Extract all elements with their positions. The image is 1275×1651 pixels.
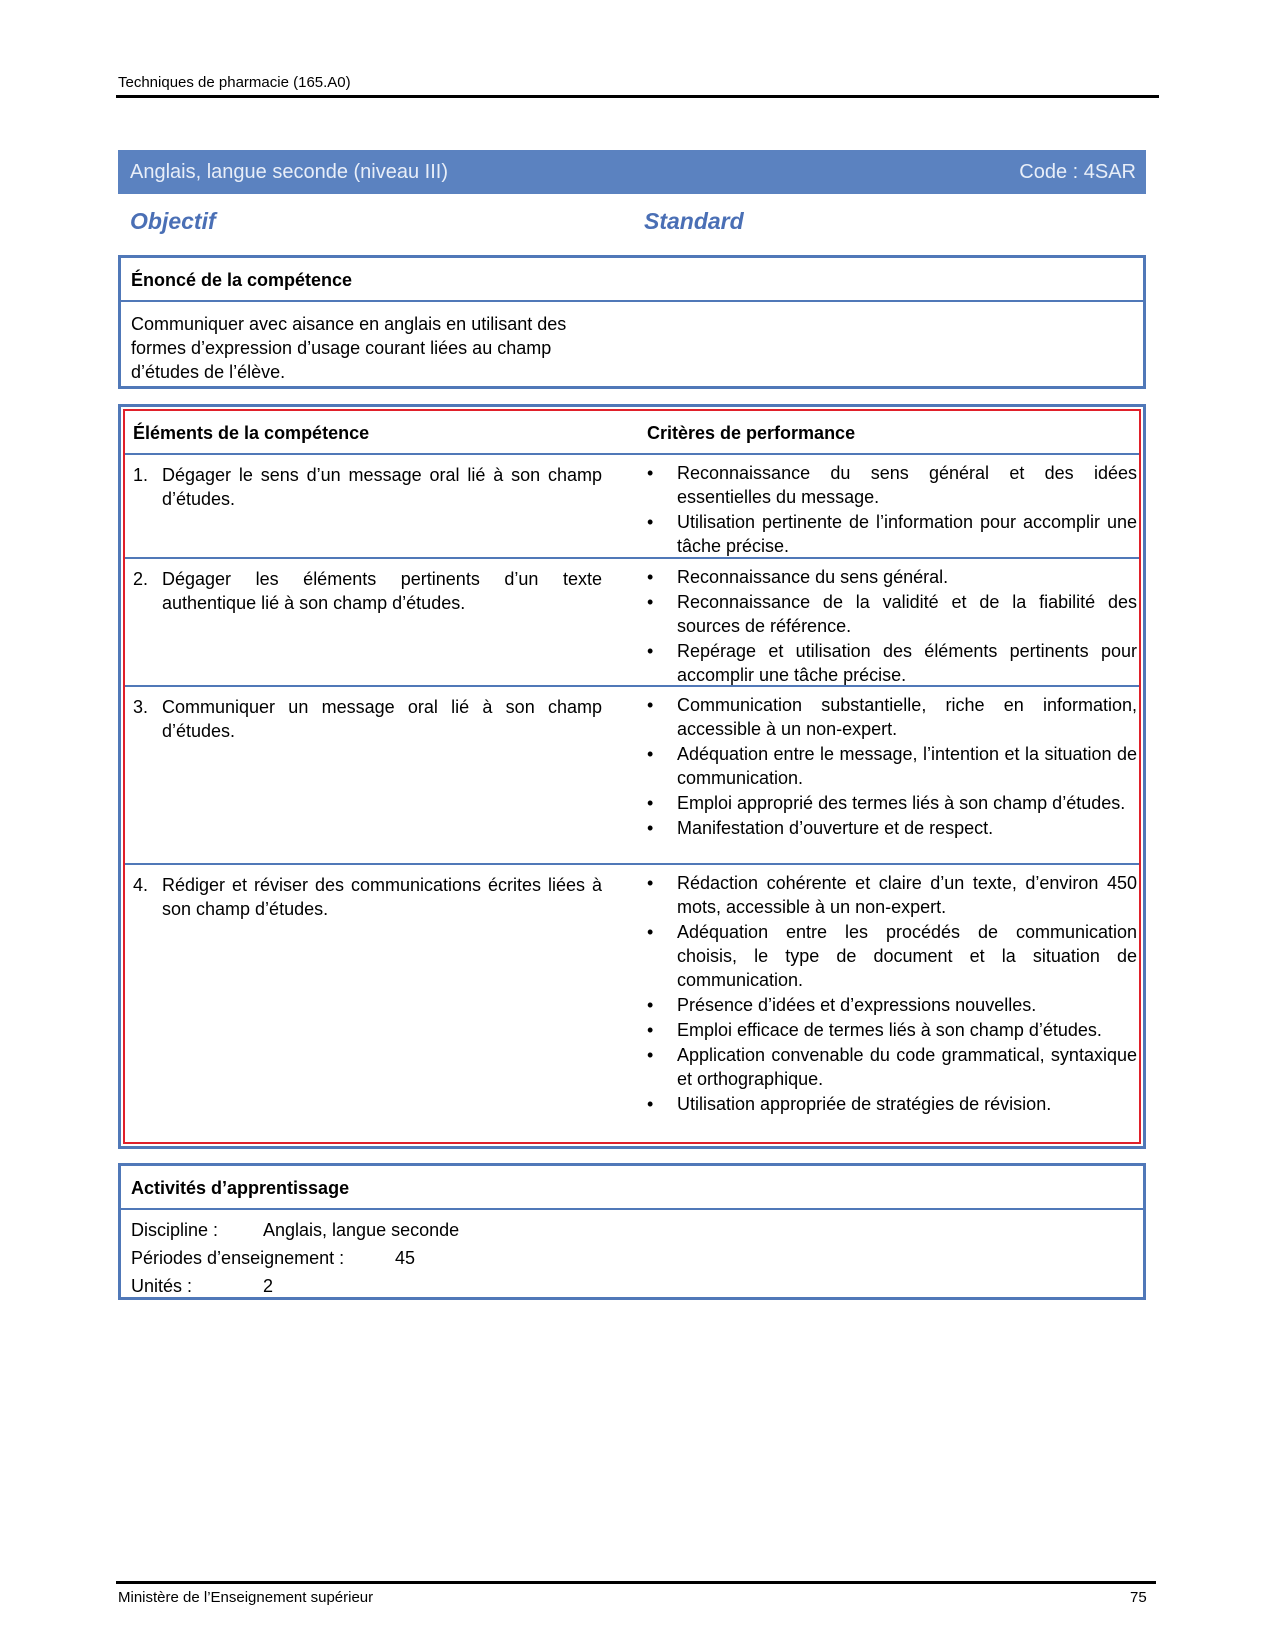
criterion-item: • Application convenable du code grammatical, syntaxique et orthographique. [647, 1043, 1137, 1091]
criterion-item: • Reconnaissance du sens général. [647, 565, 1137, 589]
criterion-item: • Utilisation pertinente de l’information pour accomplir une tâche précise. [647, 510, 1137, 558]
element-text: 4. Rédiger et réviser des communications écrites liées à son champ d’études. [133, 875, 602, 919]
element-number: 2. [133, 569, 149, 589]
criterion-item: • Reconnaissance de la validité et de la fiabilité des sources de référence. [647, 590, 1137, 638]
criterion-item: • Emploi efficace de termes liés à son champ d’études. [647, 1018, 1137, 1042]
discipline-label: Discipline : [131, 1220, 219, 1240]
criteria-list [647, 693, 1137, 841]
enonce-heading: Énoncé de la compétence [121, 258, 1143, 302]
criterion-item: • Adéquation entre les procédés de communication choisis, le type de document et la situation de communication. [647, 920, 1137, 992]
course-code: Code : 4SAR [1019, 161, 1136, 183]
periodes-label: Périodes d’enseignement : [131, 1248, 345, 1268]
criteria-heading: Critères de performance [647, 423, 856, 443]
criterion-item: • Présence d’idées et d’expressions nouvelles. [647, 993, 1137, 1017]
running-header: Techniques de pharmacie (165.A0) [118, 74, 351, 91]
criteria-list [647, 461, 1137, 559]
elements-table-frame [123, 409, 1141, 1144]
element-number: 4. [133, 875, 149, 895]
criterion-item: • Manifestation d’ouverture et de respect. [647, 816, 1137, 840]
activites-heading: Activités d’apprentissage [121, 1166, 1143, 1210]
element-text: 2. Dégager les éléments pertinents d’un texte authentique lié à son champ d’études. [133, 569, 602, 613]
element-row-3 [125, 687, 1139, 865]
footer-ministry: Ministère de l’Enseignement supérieur [118, 1589, 374, 1606]
activites-body [121, 1210, 1143, 1306]
unites-value: 2 [263, 1276, 274, 1296]
element-row-4 [125, 865, 1139, 1145]
objective-heading: Objectif [130, 208, 216, 234]
element-row-1 [125, 455, 1139, 559]
element-number: 3. [133, 697, 149, 717]
criterion-item: • Rédaction cohérente et claire d’un texte, d’environ 450 mots, accessible à un non-expert. [647, 871, 1137, 919]
criterion-item: • Emploi approprié des termes liés à son champ d’études. [647, 791, 1137, 815]
enonce-box [118, 255, 1146, 389]
periodes-row [131, 1244, 1133, 1272]
course-title: Anglais, langue seconde (niveau III) [130, 161, 448, 183]
criterion-item: • Reconnaissance du sens général et des idées essentielles du message. [647, 461, 1137, 509]
periodes-value: 45 [395, 1248, 416, 1268]
header-rule [116, 95, 1159, 98]
element-text: 1. Dégager le sens d’un message oral lié à son champ d’études. [133, 465, 602, 509]
criterion-item: • Adéquation entre le message, l’intention et la situation de communication. [647, 742, 1137, 790]
course-banner [118, 150, 1146, 194]
unites-row [131, 1272, 1133, 1300]
page-number: 75 [1130, 1589, 1147, 1606]
enonce-text: Communiquer avec aisance en anglais en utilisant des formes d’expression d’usage courant liées au champ d’études de l’élève. [131, 314, 567, 382]
elements-table [118, 404, 1146, 1149]
criteria-list [647, 565, 1137, 688]
elements-heading: Éléments de la compétence [133, 423, 370, 443]
activites-box [118, 1163, 1146, 1300]
criterion-item: • Communication substantielle, riche en information, accessible à un non-expert. [647, 693, 1137, 741]
element-number: 1. [133, 465, 149, 485]
criterion-item: • Repérage et utilisation des éléments pertinents pour accomplir une tâche précise. [647, 639, 1137, 687]
discipline-value: Anglais, langue seconde [263, 1220, 460, 1240]
discipline-row [131, 1216, 1133, 1244]
element-text: 3. Communiquer un message oral lié à son champ d’études. [133, 697, 602, 741]
standard-heading: Standard [644, 208, 744, 234]
elements-table-header [125, 411, 1139, 455]
criteria-list [647, 871, 1137, 1117]
element-row-2 [125, 559, 1139, 687]
criterion-item: • Utilisation appropriée de stratégies de révision. [647, 1092, 1137, 1116]
unites-label: Unités : [131, 1276, 193, 1296]
footer-rule [116, 1581, 1156, 1584]
